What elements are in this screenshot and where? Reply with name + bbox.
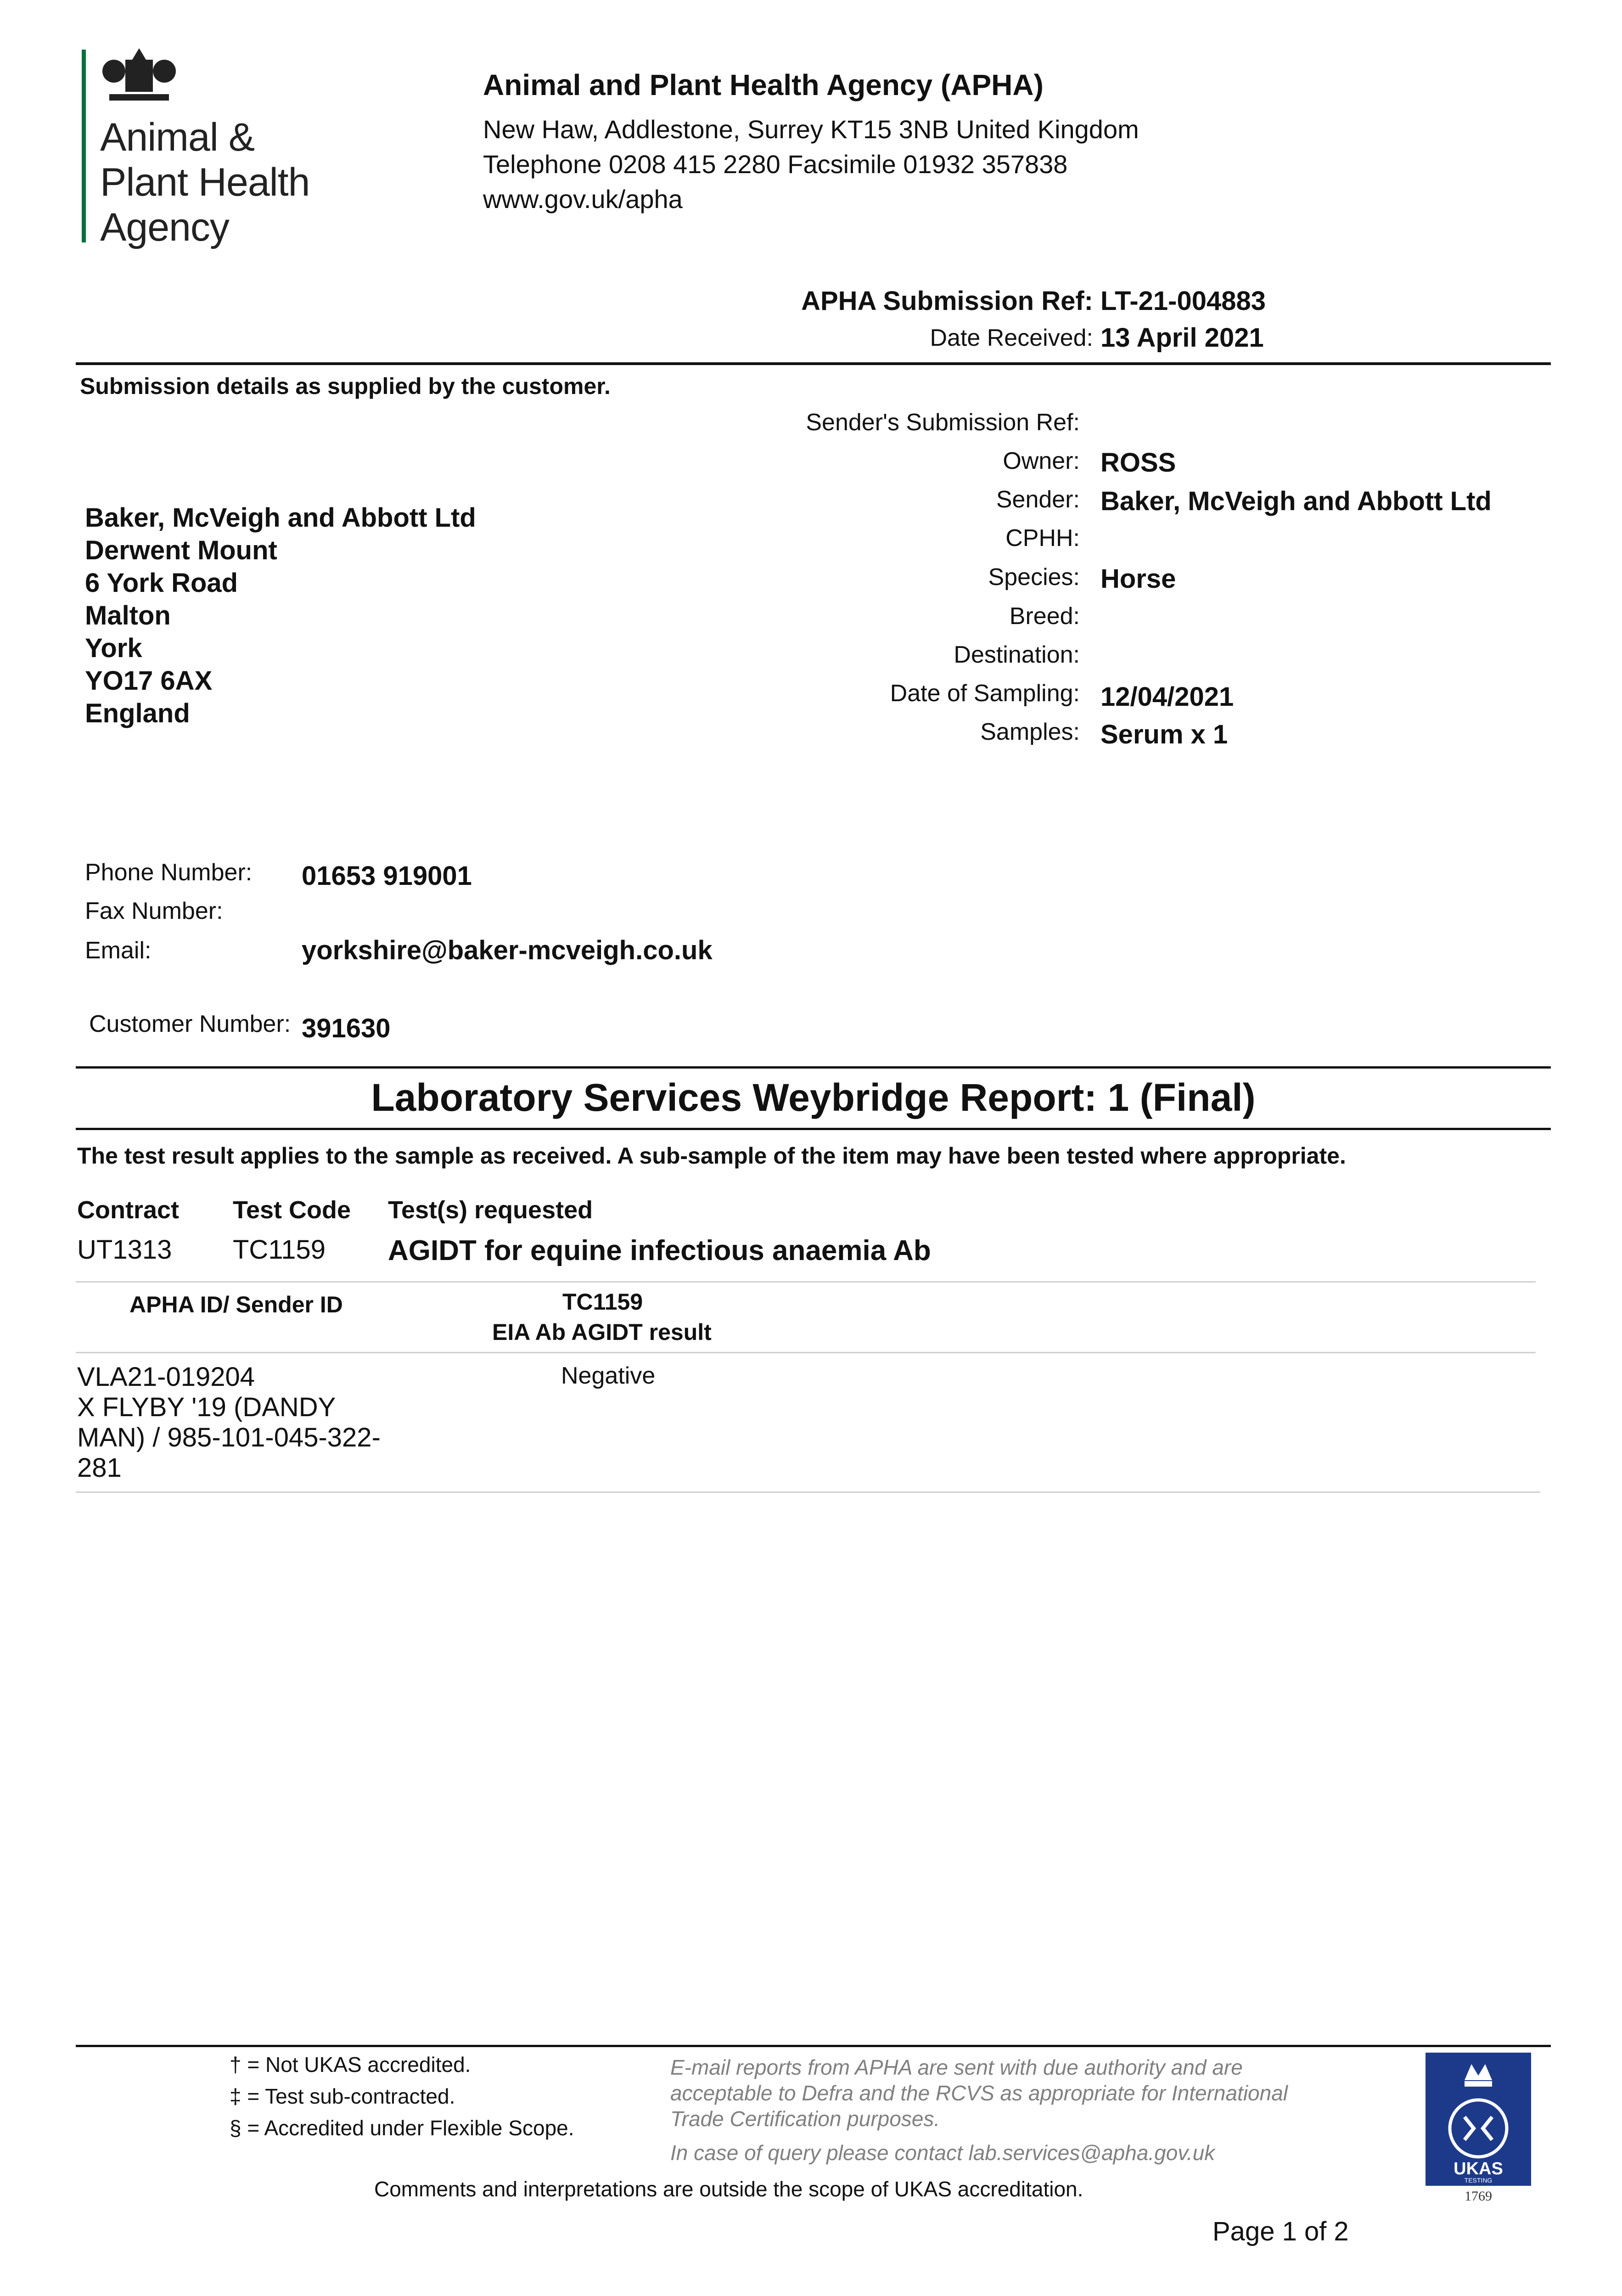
- logo-line-1: Animal &: [100, 115, 255, 159]
- detail-value-sender: Baker, McVeigh and Abbott Ltd: [1100, 486, 1492, 516]
- detail-value-species: Horse: [1100, 564, 1176, 594]
- result-sample-id: [77, 1362, 381, 1483]
- address-line: Derwent Mount: [85, 535, 277, 565]
- address-line: YO17 6AX: [85, 666, 213, 696]
- footer-rule: [76, 2045, 1551, 2047]
- ukas-logo: [1426, 2053, 1531, 2211]
- results-header-id: APHA ID/ Sender ID: [129, 1292, 343, 1317]
- customer-address: [85, 501, 476, 730]
- footer-key: † = Not UKAS accredited.: [230, 2053, 471, 2077]
- email-authority-notice: E-mail reports from APHA are sent with due authority and are acceptable to Defra and the RCVS as appropriate for International Trade Certification purposes.: [670, 2055, 1288, 2131]
- ukas-number: 1769: [1465, 2189, 1492, 2204]
- detail-label-species: Species:: [988, 564, 1080, 591]
- test-requested: AGIDT for equine infectious anaemia Ab: [388, 1235, 931, 1266]
- test-contract: UT1313: [77, 1235, 172, 1265]
- col-header-test-code: Test Code: [233, 1196, 351, 1224]
- address-line: York: [85, 633, 142, 663]
- table-divider: [76, 1352, 1536, 1353]
- royal-crest-icon: [100, 46, 178, 110]
- results-header-test-code: TC1159: [562, 1289, 643, 1315]
- agency-address: New Haw, Addlestone, Surrey KT15 3NB United Kingdom: [483, 115, 1139, 144]
- page-number: Page 1 of 2: [1212, 2217, 1349, 2246]
- footer-key: § = Accredited under Flexible Scope.: [230, 2116, 574, 2140]
- email-label: Email:: [85, 937, 152, 964]
- sample-id-line: MAN) / 985-101-045-322-: [77, 1423, 381, 1452]
- detail-label-breed: Breed:: [1009, 603, 1080, 630]
- col-header-contract: Contract: [77, 1196, 180, 1224]
- date-received-value: 13 April 2021: [1100, 323, 1264, 353]
- ukas-label: UKAS: [1454, 2159, 1503, 2178]
- detail-label-cphh: CPHH:: [1005, 525, 1080, 551]
- ukas-scope-comment: Comments and interpretations are outside the scope of UKAS accreditation.: [374, 2177, 1083, 2201]
- detail-value-date-of-sampling: 12/04/2021: [1100, 682, 1234, 712]
- detail-label-senders-ref: Sender's Submission Ref:: [806, 409, 1080, 436]
- address-line: Baker, McVeigh and Abbott Ltd: [85, 503, 476, 533]
- result-value: Negative: [561, 1362, 656, 1389]
- report-disclaimer: The test result applies to the sample as received. A sub-sample of the item may have been tested where appropriate.: [77, 1143, 1346, 1169]
- logo-line-2: Plant Health: [100, 160, 310, 204]
- header-divider: [76, 362, 1551, 365]
- customer-number-value: 391630: [302, 1013, 391, 1043]
- footer-keys: [230, 2049, 574, 2144]
- detail-label-destination: Destination:: [954, 642, 1080, 668]
- footer-key: ‡ = Test sub-contracted.: [230, 2084, 455, 2108]
- agency-phone-fax: Telephone 0208 415 2280 Facsimile 01932 357838: [483, 150, 1068, 179]
- table-divider: [76, 1281, 1536, 1283]
- submission-ref-label: APHA Submission Ref:: [801, 286, 1093, 316]
- query-contact-notice: In case of query please contact lab.services@apha.gov.uk: [670, 2141, 1215, 2165]
- sample-id-line: VLA21-019204: [77, 1362, 255, 1392]
- col-header-tests-requested: Test(s) requested: [388, 1196, 593, 1224]
- logo-green-bar: [82, 50, 86, 242]
- detail-label-samples: Samples:: [980, 719, 1080, 745]
- detail-label-date-of-sampling: Date of Sampling:: [890, 680, 1080, 707]
- address-line: 6 York Road: [85, 568, 238, 598]
- submission-ref-value: LT-21-004883: [1100, 286, 1266, 316]
- phone-value: 01653 919001: [302, 861, 472, 891]
- report-title: Laboratory Services Weybridge Report: 1 (Final): [371, 1076, 1256, 1119]
- report-title-top-rule: [76, 1066, 1551, 1069]
- test-code: TC1159: [233, 1235, 326, 1265]
- email-value[interactable]: yorkshire@baker-mcveigh.co.uk: [302, 935, 713, 965]
- detail-value-samples: Serum x 1: [1100, 720, 1228, 749]
- customer-section-heading: Submission details as supplied by the customer.: [80, 373, 611, 399]
- agency-name: Animal and Plant Health Agency (APHA): [483, 68, 1044, 101]
- report-title-bottom-rule: [76, 1128, 1551, 1130]
- sample-id-line: X FLYBY '19 (DANDY: [77, 1392, 336, 1422]
- results-header-test-name: EIA Ab AGIDT result: [492, 1319, 712, 1345]
- logo-line-3: Agency: [100, 205, 229, 249]
- date-received-label: Date Received:: [930, 325, 1093, 351]
- sample-id-line: 281: [77, 1453, 122, 1483]
- ukas-sub-label: TESTING: [1464, 2177, 1493, 2184]
- detail-label-owner: Owner:: [1003, 448, 1080, 474]
- phone-label: Phone Number:: [85, 859, 253, 886]
- address-line: England: [85, 698, 190, 728]
- detail-label-sender: Sender:: [996, 486, 1080, 513]
- address-line: Malton: [85, 601, 171, 630]
- table-divider: [76, 1491, 1540, 1493]
- agency-website[interactable]: www.gov.uk/apha: [483, 185, 683, 214]
- fax-label: Fax Number:: [85, 898, 223, 924]
- customer-number-label: Customer Number:: [89, 1011, 291, 1037]
- detail-value-owner: ROSS: [1100, 448, 1176, 478]
